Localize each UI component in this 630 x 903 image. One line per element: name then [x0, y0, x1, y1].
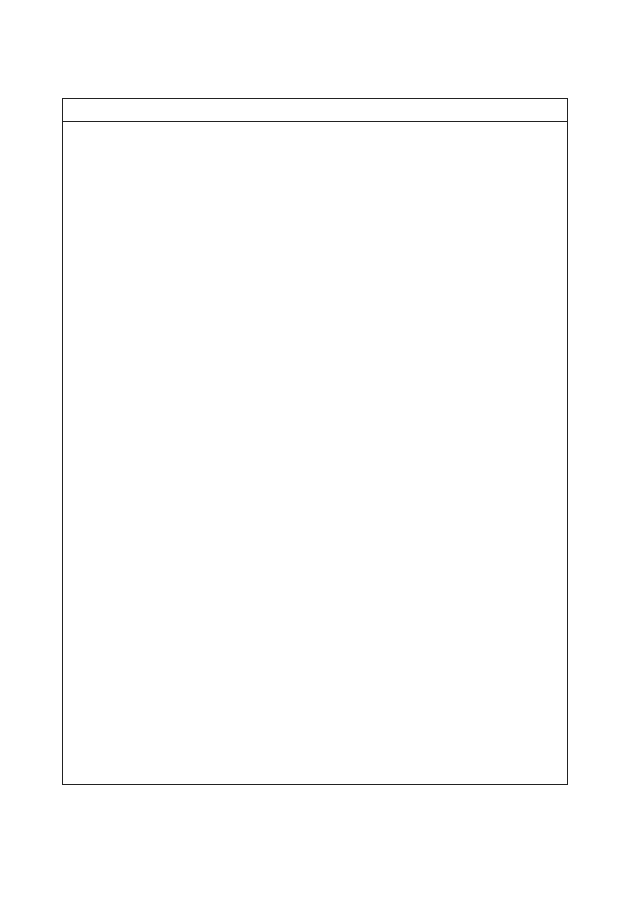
form-table: [62, 98, 568, 785]
form-title: [63, 99, 567, 122]
